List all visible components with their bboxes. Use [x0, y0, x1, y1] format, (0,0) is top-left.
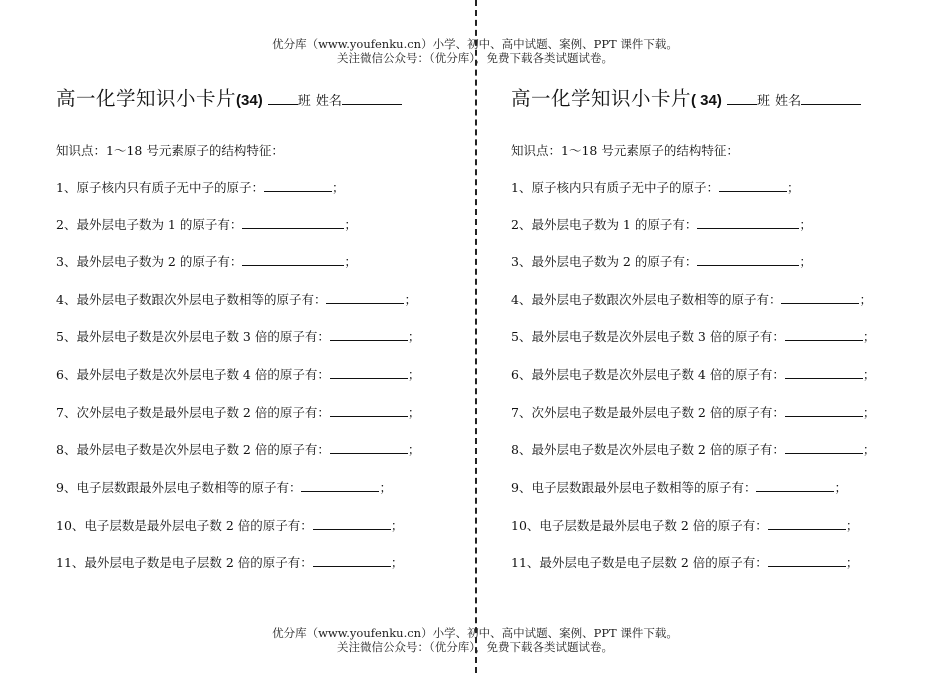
left-question-11: 11、最外层电子数是电子层数 2 倍的原子有： ； — [56, 555, 404, 570]
answer-blank[interactable] — [313, 517, 391, 530]
right-question-4: 4、最外层电子数跟次外层电子数相等的原子有： ； — [511, 292, 872, 307]
right-name-label: 姓名 — [775, 94, 802, 109]
answer-blank[interactable] — [719, 179, 787, 192]
answer-blank[interactable] — [242, 253, 344, 266]
right-intro: 知识点：1～18 号元素原子的结构特征： — [511, 143, 739, 158]
answer-blank[interactable] — [330, 328, 408, 341]
right-card — [511, 0, 931, 673]
answer-blank[interactable] — [313, 554, 391, 567]
left-question-2: 2、最外层电子数为 1 的原子有： ； — [56, 217, 357, 232]
answer-blank[interactable] — [697, 216, 799, 229]
answer-blank[interactable] — [785, 441, 863, 454]
right-class-blank[interactable] — [727, 92, 757, 105]
left-question-1: 1、原子核内只有质子无中子的原子： ； — [56, 180, 345, 195]
answer-blank[interactable] — [697, 253, 799, 266]
footer-line-2: 关注微信公众号：（优分库），免费下载各类试题试卷。 — [337, 640, 613, 654]
page-footer — [0, 626, 950, 654]
right-title-row — [511, 83, 861, 111]
answer-blank[interactable] — [326, 291, 404, 304]
left-card — [56, 0, 476, 673]
left-title-row — [56, 83, 402, 111]
right-question-11: 11、最外层电子数是电子层数 2 倍的原子有： ； — [511, 555, 859, 570]
right-question-9: 9、电子层数跟最外层电子数相等的原子有： ； — [511, 480, 847, 495]
right-title: 高一化学知识小卡片 — [511, 87, 692, 110]
right-question-3: 3、最外层电子数为 2 的原子有： ； — [511, 254, 812, 269]
left-question-7: 7、次外层电子数是最外层电子数 2 倍的原子有： ； — [56, 405, 421, 420]
answer-blank[interactable] — [785, 366, 863, 379]
answer-blank[interactable] — [330, 441, 408, 454]
right-question-2: 2、最外层电子数为 1 的原子有： ； — [511, 217, 812, 232]
right-question-1: 1、原子核内只有质子无中子的原子： ； — [511, 180, 800, 195]
right-question-8: 8、最外层电子数是次外层电子数 2 倍的原子有： ； — [511, 442, 876, 457]
answer-blank[interactable] — [768, 517, 846, 530]
right-question-6: 6、最外层电子数是次外层电子数 4 倍的原子有： ； — [511, 367, 876, 382]
right-question-10: 10、电子层数是最外层电子数 2 倍的原子有： ； — [511, 518, 859, 533]
answer-blank[interactable] — [785, 328, 863, 341]
left-name-label: 姓名 — [315, 94, 342, 109]
left-question-5: 5、最外层电子数是次外层电子数 3 倍的原子有： ； — [56, 329, 421, 344]
answer-blank[interactable] — [768, 554, 846, 567]
right-class-label: 班 — [756, 94, 770, 109]
left-question-10: 10、电子层数是最外层电子数 2 倍的原子有： ； — [56, 518, 404, 533]
answer-blank[interactable] — [781, 291, 859, 304]
header-line-1: 优分库（www.youfenku.cn）小学、初中、高中试题、案例、PPT 课件下载。 — [272, 37, 678, 51]
left-question-3: 3、最外层电子数为 2 的原子有： ； — [56, 254, 357, 269]
left-class-label: 班 — [297, 94, 311, 109]
left-question-6: 6、最外层电子数是次外层电子数 4 倍的原子有： ； — [56, 367, 421, 382]
answer-blank[interactable] — [756, 479, 834, 492]
right-question-7: 7、次外层电子数是最外层电子数 2 倍的原子有： ； — [511, 405, 876, 420]
answer-blank[interactable] — [301, 479, 379, 492]
left-intro: 知识点：1～18 号元素原子的结构特征： — [56, 143, 284, 158]
right-question-5: 5、最外层电子数是次外层电子数 3 倍的原子有： ； — [511, 329, 876, 344]
left-question-9: 9、电子层数跟最外层电子数相等的原子有： ； — [56, 480, 392, 495]
left-card-number: (34) — [236, 92, 263, 109]
left-question-8: 8、最外层电子数是次外层电子数 2 倍的原子有： ； — [56, 442, 421, 457]
footer-line-1: 优分库（www.youfenku.cn）小学、初中、高中试题、案例、PPT 课件下载。 — [272, 626, 678, 640]
left-question-4: 4、最外层电子数跟次外层电子数相等的原子有： ； — [56, 292, 417, 307]
right-card-number: ( 34) — [691, 92, 722, 109]
answer-blank[interactable] — [242, 216, 344, 229]
answer-blank[interactable] — [785, 404, 863, 417]
header-line-2: 关注微信公众号：（优分库），免费下载各类试题试卷。 — [337, 51, 613, 65]
left-name-blank[interactable] — [342, 92, 402, 105]
answer-blank[interactable] — [330, 404, 408, 417]
left-class-blank[interactable] — [268, 92, 298, 105]
answer-blank[interactable] — [264, 179, 332, 192]
left-title: 高一化学知识小卡片 — [56, 87, 237, 110]
answer-blank[interactable] — [330, 366, 408, 379]
right-name-blank[interactable] — [801, 92, 861, 105]
